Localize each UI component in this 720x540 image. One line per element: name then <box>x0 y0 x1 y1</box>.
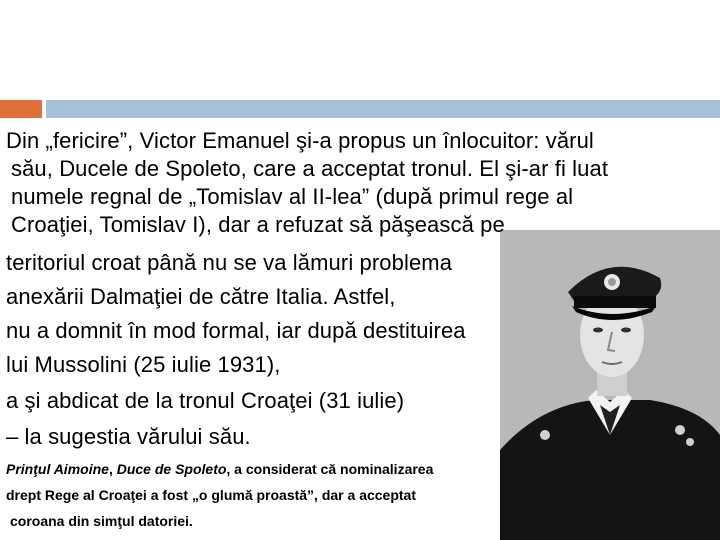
caption-title: Duce de Spoleto <box>116 461 227 477</box>
body-line: său, Ducele de Spoleto, care a acceptat tronul. El şi-ar fi luat <box>11 156 609 181</box>
body-line: numele regnal de „Tomislav al II-lea” (după primul rege al <box>11 184 574 209</box>
caption-name: Prinţul Aimoine <box>6 461 109 477</box>
body-line: anexării Dalmaţiei de către Italia. Astfel, <box>6 284 396 309</box>
title-accent-bar-orange <box>0 100 42 118</box>
body-line: nu a domnit în mod formal, iar după destituirea <box>6 318 466 343</box>
body-line: – la sugestia vărului său. <box>6 424 251 449</box>
title-accent-bar-blue <box>46 100 720 118</box>
photo-caption-line-3: coroana din simţul datoriei. <box>10 513 193 529</box>
caption-separator: , <box>108 461 117 477</box>
photo-caption-line-2: drept Rege al Croaţei a fost „o glumă proastă”, dar a acceptat <box>6 487 416 503</box>
photo-caption-line-1 <box>6 460 433 478</box>
body-line: Croaţiei, Tomislav I), dar a refuzat să păşească pe <box>11 212 505 237</box>
body-line: teritoriul croat până nu se va lămuri problema <box>6 250 453 275</box>
body-line: Din „fericire”, Victor Emanuel şi-a propus un înlocuitor: vărul <box>6 128 594 153</box>
caption-text: , a considerat că nominalizarea <box>226 461 434 477</box>
slide-body <box>0 126 720 540</box>
body-line: lui Mussolini (25 iulie 1931), <box>6 352 281 377</box>
body-line: a şi abdicat de la tronul Croaţei (31 iulie) <box>6 388 405 413</box>
